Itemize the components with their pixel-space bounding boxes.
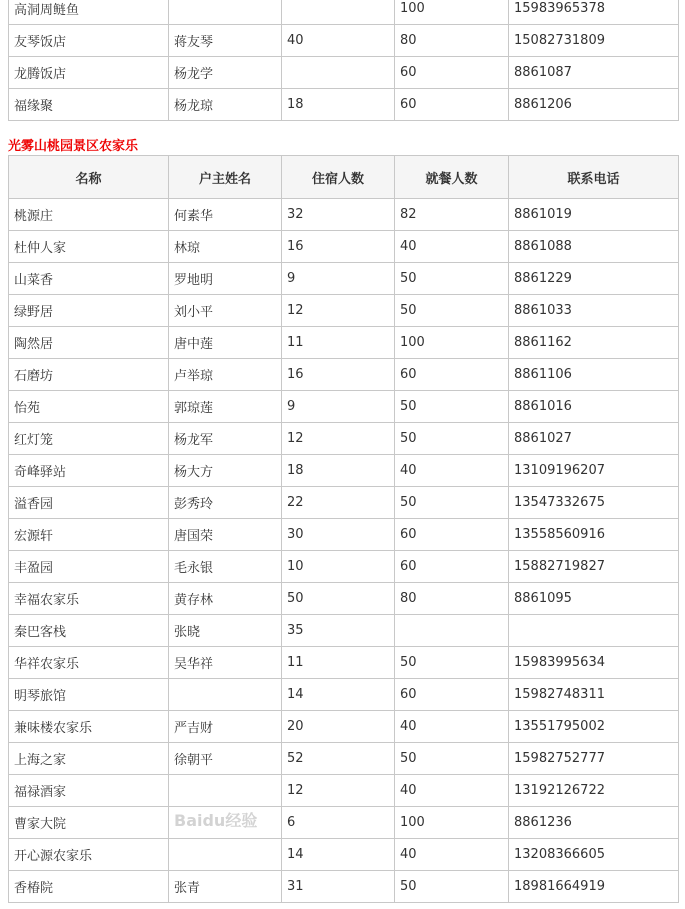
cell-phone: 15982752777 — [509, 743, 679, 775]
watermark-logo: Baidu经验 — [174, 811, 258, 830]
cell-dining: 40 — [395, 231, 509, 263]
cell-phone: 8861206 — [509, 89, 679, 121]
cell-phone: 15982748311 — [509, 679, 679, 711]
cell-name: 奇峰驿站 — [9, 455, 169, 487]
cell-owner: 杨龙琼 — [169, 89, 282, 121]
cell-owner: 彭秀玲 — [169, 487, 282, 519]
table-row — [9, 295, 679, 327]
cell-phone: 8861088 — [509, 231, 679, 263]
cell-phone: 13208366605 — [509, 839, 679, 871]
cell-lodging: 16 — [282, 359, 395, 391]
cell-phone: 13192126722 — [509, 775, 679, 807]
cell-phone: 18981664919 — [509, 871, 679, 903]
cell-name: 宏源轩 — [9, 519, 169, 551]
cell-dining — [395, 615, 509, 647]
cell-phone: 8861033 — [509, 295, 679, 327]
cell-owner: 杨龙学 — [169, 57, 282, 89]
cell-owner: 严吉财 — [169, 711, 282, 743]
cell-name: 兼味楼农家乐 — [9, 711, 169, 743]
cell-phone: 8861095 — [509, 583, 679, 615]
cell-lodging: 35 — [282, 615, 395, 647]
cell-phone: 8861106 — [509, 359, 679, 391]
cell-dining: 82 — [395, 199, 509, 231]
cell-lodging: 40 — [282, 25, 395, 57]
cell-phone: 8861229 — [509, 263, 679, 295]
cell-phone: 13551795002 — [509, 711, 679, 743]
cell-lodging: 22 — [282, 487, 395, 519]
cell-lodging: 14 — [282, 839, 395, 871]
cell-owner: 杨大方 — [169, 455, 282, 487]
cell-dining: 60 — [395, 359, 509, 391]
cell-owner: 卢举琼 — [169, 359, 282, 391]
table-row — [9, 359, 679, 391]
cell-owner — [169, 0, 282, 25]
cell-lodging: 10 — [282, 551, 395, 583]
cell-name: 高洞周鲢鱼 — [9, 0, 169, 25]
cell-lodging: 6 — [282, 807, 395, 839]
table-row — [9, 57, 679, 89]
table-row — [9, 327, 679, 359]
cell-owner — [169, 839, 282, 871]
cell-lodging: 20 — [282, 711, 395, 743]
table-row — [9, 807, 679, 839]
cell-lodging: 9 — [282, 391, 395, 423]
table-row — [9, 25, 679, 57]
cell-name: 秦巴客栈 — [9, 615, 169, 647]
cell-name: 溢香园 — [9, 487, 169, 519]
table-row — [9, 455, 679, 487]
cell-owner: 郭琼莲 — [169, 391, 282, 423]
cell-phone: 8861087 — [509, 57, 679, 89]
table-row — [9, 231, 679, 263]
cell-dining: 60 — [395, 57, 509, 89]
cell-dining: 50 — [395, 391, 509, 423]
cell-name: 福禄酒家 — [9, 775, 169, 807]
header-dining: 就餐人数 — [395, 156, 509, 199]
cell-phone: 15882719827 — [509, 551, 679, 583]
cell-owner: 黄存林 — [169, 583, 282, 615]
cell-owner: 蒋友琴 — [169, 25, 282, 57]
cell-lodging: 9 — [282, 263, 395, 295]
section-heading: 光雾山桃园景区农家乐 — [8, 139, 139, 154]
cell-lodging: 18 — [282, 89, 395, 121]
table-row — [9, 199, 679, 231]
cell-lodging: 52 — [282, 743, 395, 775]
cell-dining: 80 — [395, 25, 509, 57]
table-row — [9, 519, 679, 551]
cell-lodging: 14 — [282, 679, 395, 711]
cell-dining: 50 — [395, 487, 509, 519]
cell-dining: 100 — [395, 807, 509, 839]
table-row — [9, 0, 679, 25]
cell-name: 友琴饭店 — [9, 25, 169, 57]
cell-dining: 80 — [395, 583, 509, 615]
cell-owner: 罗地明 — [169, 263, 282, 295]
cell-owner: 张青 — [169, 871, 282, 903]
cell-lodging: 18 — [282, 455, 395, 487]
cell-owner: 吴华祥 — [169, 647, 282, 679]
cell-phone: 8861027 — [509, 423, 679, 455]
cell-phone: 15082731809 — [509, 25, 679, 57]
table-row — [9, 711, 679, 743]
cell-owner: 杨龙军 — [169, 423, 282, 455]
cell-name: 丰盈园 — [9, 551, 169, 583]
table-row — [9, 583, 679, 615]
cell-name: 幸福农家乐 — [9, 583, 169, 615]
cell-dining: 50 — [395, 295, 509, 327]
cell-lodging: 11 — [282, 327, 395, 359]
cell-name: 福缘聚 — [9, 89, 169, 121]
cell-name: 桃源庄 — [9, 199, 169, 231]
cell-dining: 40 — [395, 455, 509, 487]
cell-name: 开心源农家乐 — [9, 839, 169, 871]
cell-phone: 15983995634 — [509, 647, 679, 679]
cell-dining: 100 — [395, 0, 509, 25]
cell-owner: 张晓 — [169, 615, 282, 647]
cell-name: 华祥农家乐 — [9, 647, 169, 679]
cell-phone: 8861019 — [509, 199, 679, 231]
cell-name: 曹家大院 — [9, 807, 169, 839]
cell-owner: 唐中莲 — [169, 327, 282, 359]
cell-name: 杜仲人家 — [9, 231, 169, 263]
cell-lodging: 16 — [282, 231, 395, 263]
table-header-row — [9, 156, 679, 199]
cell-lodging: 32 — [282, 199, 395, 231]
cell-name: 上海之家 — [9, 743, 169, 775]
cell-phone: 8861236 — [509, 807, 679, 839]
header-lodging: 住宿人数 — [282, 156, 395, 199]
cell-name: 红灯笼 — [9, 423, 169, 455]
cell-lodging: 30 — [282, 519, 395, 551]
table-row — [9, 263, 679, 295]
cell-dining: 60 — [395, 679, 509, 711]
cell-owner — [169, 775, 282, 807]
cell-dining: 50 — [395, 871, 509, 903]
table-row — [9, 775, 679, 807]
cell-owner: 林琼 — [169, 231, 282, 263]
cell-dining: 60 — [395, 89, 509, 121]
cell-owner: 徐朝平 — [169, 743, 282, 775]
table-row — [9, 743, 679, 775]
table-row — [9, 647, 679, 679]
header-owner: 户主姓名 — [169, 156, 282, 199]
cell-lodging: 11 — [282, 647, 395, 679]
cell-name: 怡苑 — [9, 391, 169, 423]
cell-phone: 8861162 — [509, 327, 679, 359]
cell-phone: 15983965378 — [509, 0, 679, 25]
table-row — [9, 679, 679, 711]
cell-name: 香椿院 — [9, 871, 169, 903]
cell-owner: 刘小平 — [169, 295, 282, 327]
table-row — [9, 615, 679, 647]
cell-lodging: 12 — [282, 423, 395, 455]
cell-phone: 13547332675 — [509, 487, 679, 519]
table-top-partial — [8, 0, 679, 121]
cell-name: 龙腾饭店 — [9, 57, 169, 89]
cell-lodging: 12 — [282, 295, 395, 327]
cell-dining: 40 — [395, 775, 509, 807]
cell-dining: 60 — [395, 519, 509, 551]
cell-phone: 8861016 — [509, 391, 679, 423]
cell-owner: 毛永银 — [169, 551, 282, 583]
cell-phone: 13109196207 — [509, 455, 679, 487]
cell-owner — [169, 679, 282, 711]
cell-lodging: 31 — [282, 871, 395, 903]
cell-dining: 50 — [395, 423, 509, 455]
table-row — [9, 551, 679, 583]
table-row — [9, 391, 679, 423]
cell-name: 陶然居 — [9, 327, 169, 359]
cell-phone — [509, 615, 679, 647]
table-row — [9, 423, 679, 455]
header-phone: 联系电话 — [509, 156, 679, 199]
cell-dining: 40 — [395, 711, 509, 743]
table-row — [9, 871, 679, 903]
cell-dining: 50 — [395, 647, 509, 679]
table-row — [9, 89, 679, 121]
header-name: 名称 — [9, 156, 169, 199]
cell-dining: 40 — [395, 839, 509, 871]
farmstay-table — [8, 155, 679, 903]
cell-lodging — [282, 57, 395, 89]
cell-lodging — [282, 0, 395, 25]
table-row — [9, 487, 679, 519]
cell-owner: 何素华 — [169, 199, 282, 231]
cell-dining: 100 — [395, 327, 509, 359]
cell-name: 石磨坊 — [9, 359, 169, 391]
cell-name: 明琴旅馆 — [9, 679, 169, 711]
cell-dining: 60 — [395, 551, 509, 583]
cell-owner: 唐国荣 — [169, 519, 282, 551]
cell-name: 绿野居 — [9, 295, 169, 327]
cell-lodging: 12 — [282, 775, 395, 807]
cell-phone: 13558560916 — [509, 519, 679, 551]
table-row — [9, 839, 679, 871]
cell-dining: 50 — [395, 263, 509, 295]
cell-dining: 50 — [395, 743, 509, 775]
cell-name: 山菜香 — [9, 263, 169, 295]
cell-lodging: 50 — [282, 583, 395, 615]
